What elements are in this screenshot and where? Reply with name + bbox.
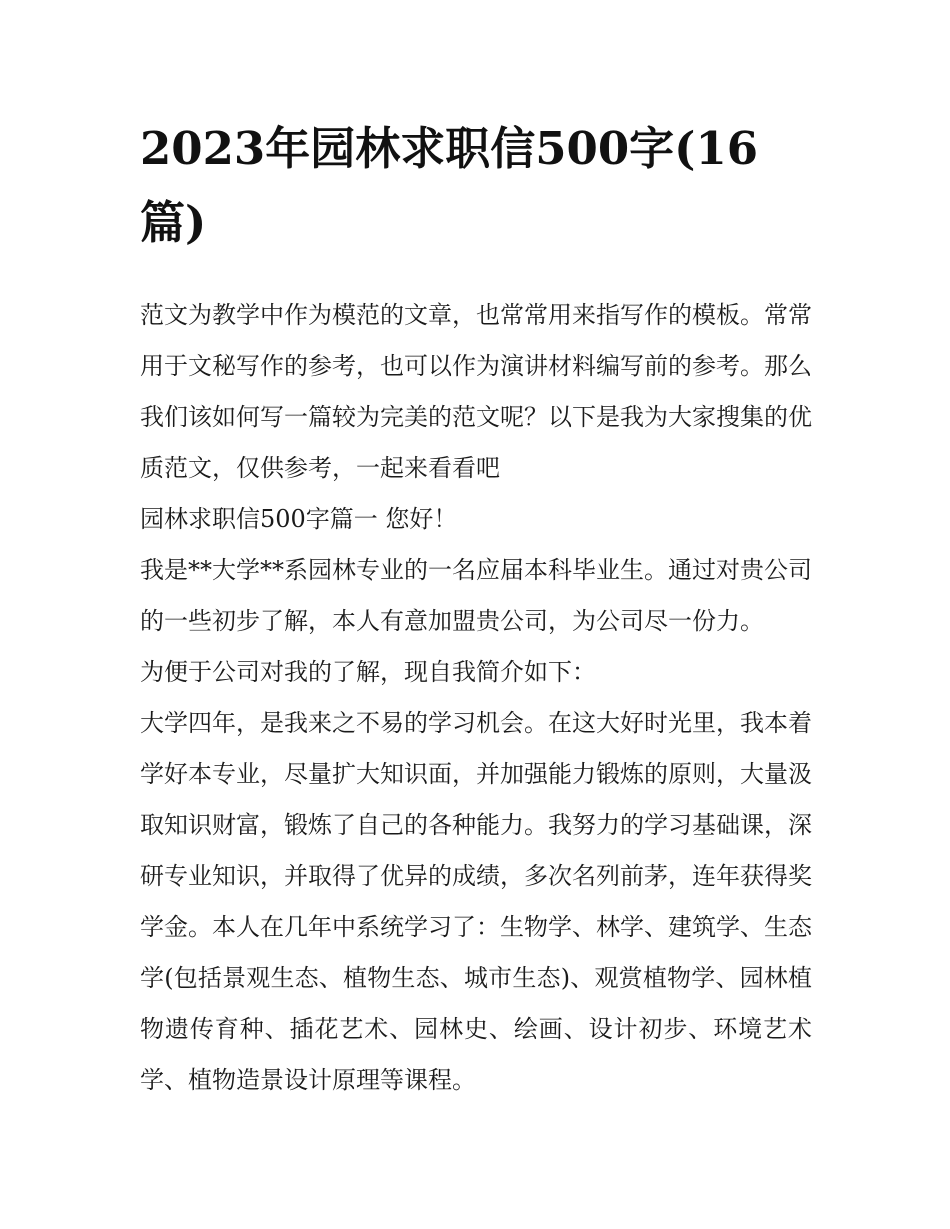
document-title: 2023年园林求职信500字(16篇): [140, 122, 759, 249]
paragraph-intro: 范文为教学中作为模范的文章，也常常用来指写作的模板。常常用于文秘写作的参考，也可以作为演讲材料编写前的参考。那么我们该如何写一篇较为完美的范文呢？以下是我为大家搜集的优质范文，仅供参考，一起来看看吧: [140, 301, 812, 482]
paragraph-self-intro: 我是**大学**系园林专业的一名应届本科毕业生。通过对贵公司的一些初步了解，本人有意加盟贵公司，为公司尽一份力。: [140, 556, 812, 635]
paragraph-education: 大学四年，是我来之不易的学习机会。在这大好时光里，我本着学好本专业，尽量扩大知识面，并加强能力锻炼的原则，大量汲取知识财富，锻炼了自己的各种能力。我努力的学习基础课，深研专业知识，并取得了优异的成绩，多次名列前茅，连年获得奖学金。本人在几年中系统学习了：生物学、林学、建筑学、生态学(包括景观生态、植物生态、城市生态)、观赏植物学、园林植物遗传育种、插花艺术、园林史、绘画、设计初步、环境艺术学、植物造景设计原理等课程。: [140, 709, 812, 1094]
document-content: [140, 112, 812, 1106]
document-body: [140, 290, 812, 1106]
paragraph-transition: 为便于公司对我的了解，现自我简介如下：: [140, 658, 596, 686]
paragraph-section-heading: 园林求职信500字篇一 您好！: [140, 505, 458, 533]
